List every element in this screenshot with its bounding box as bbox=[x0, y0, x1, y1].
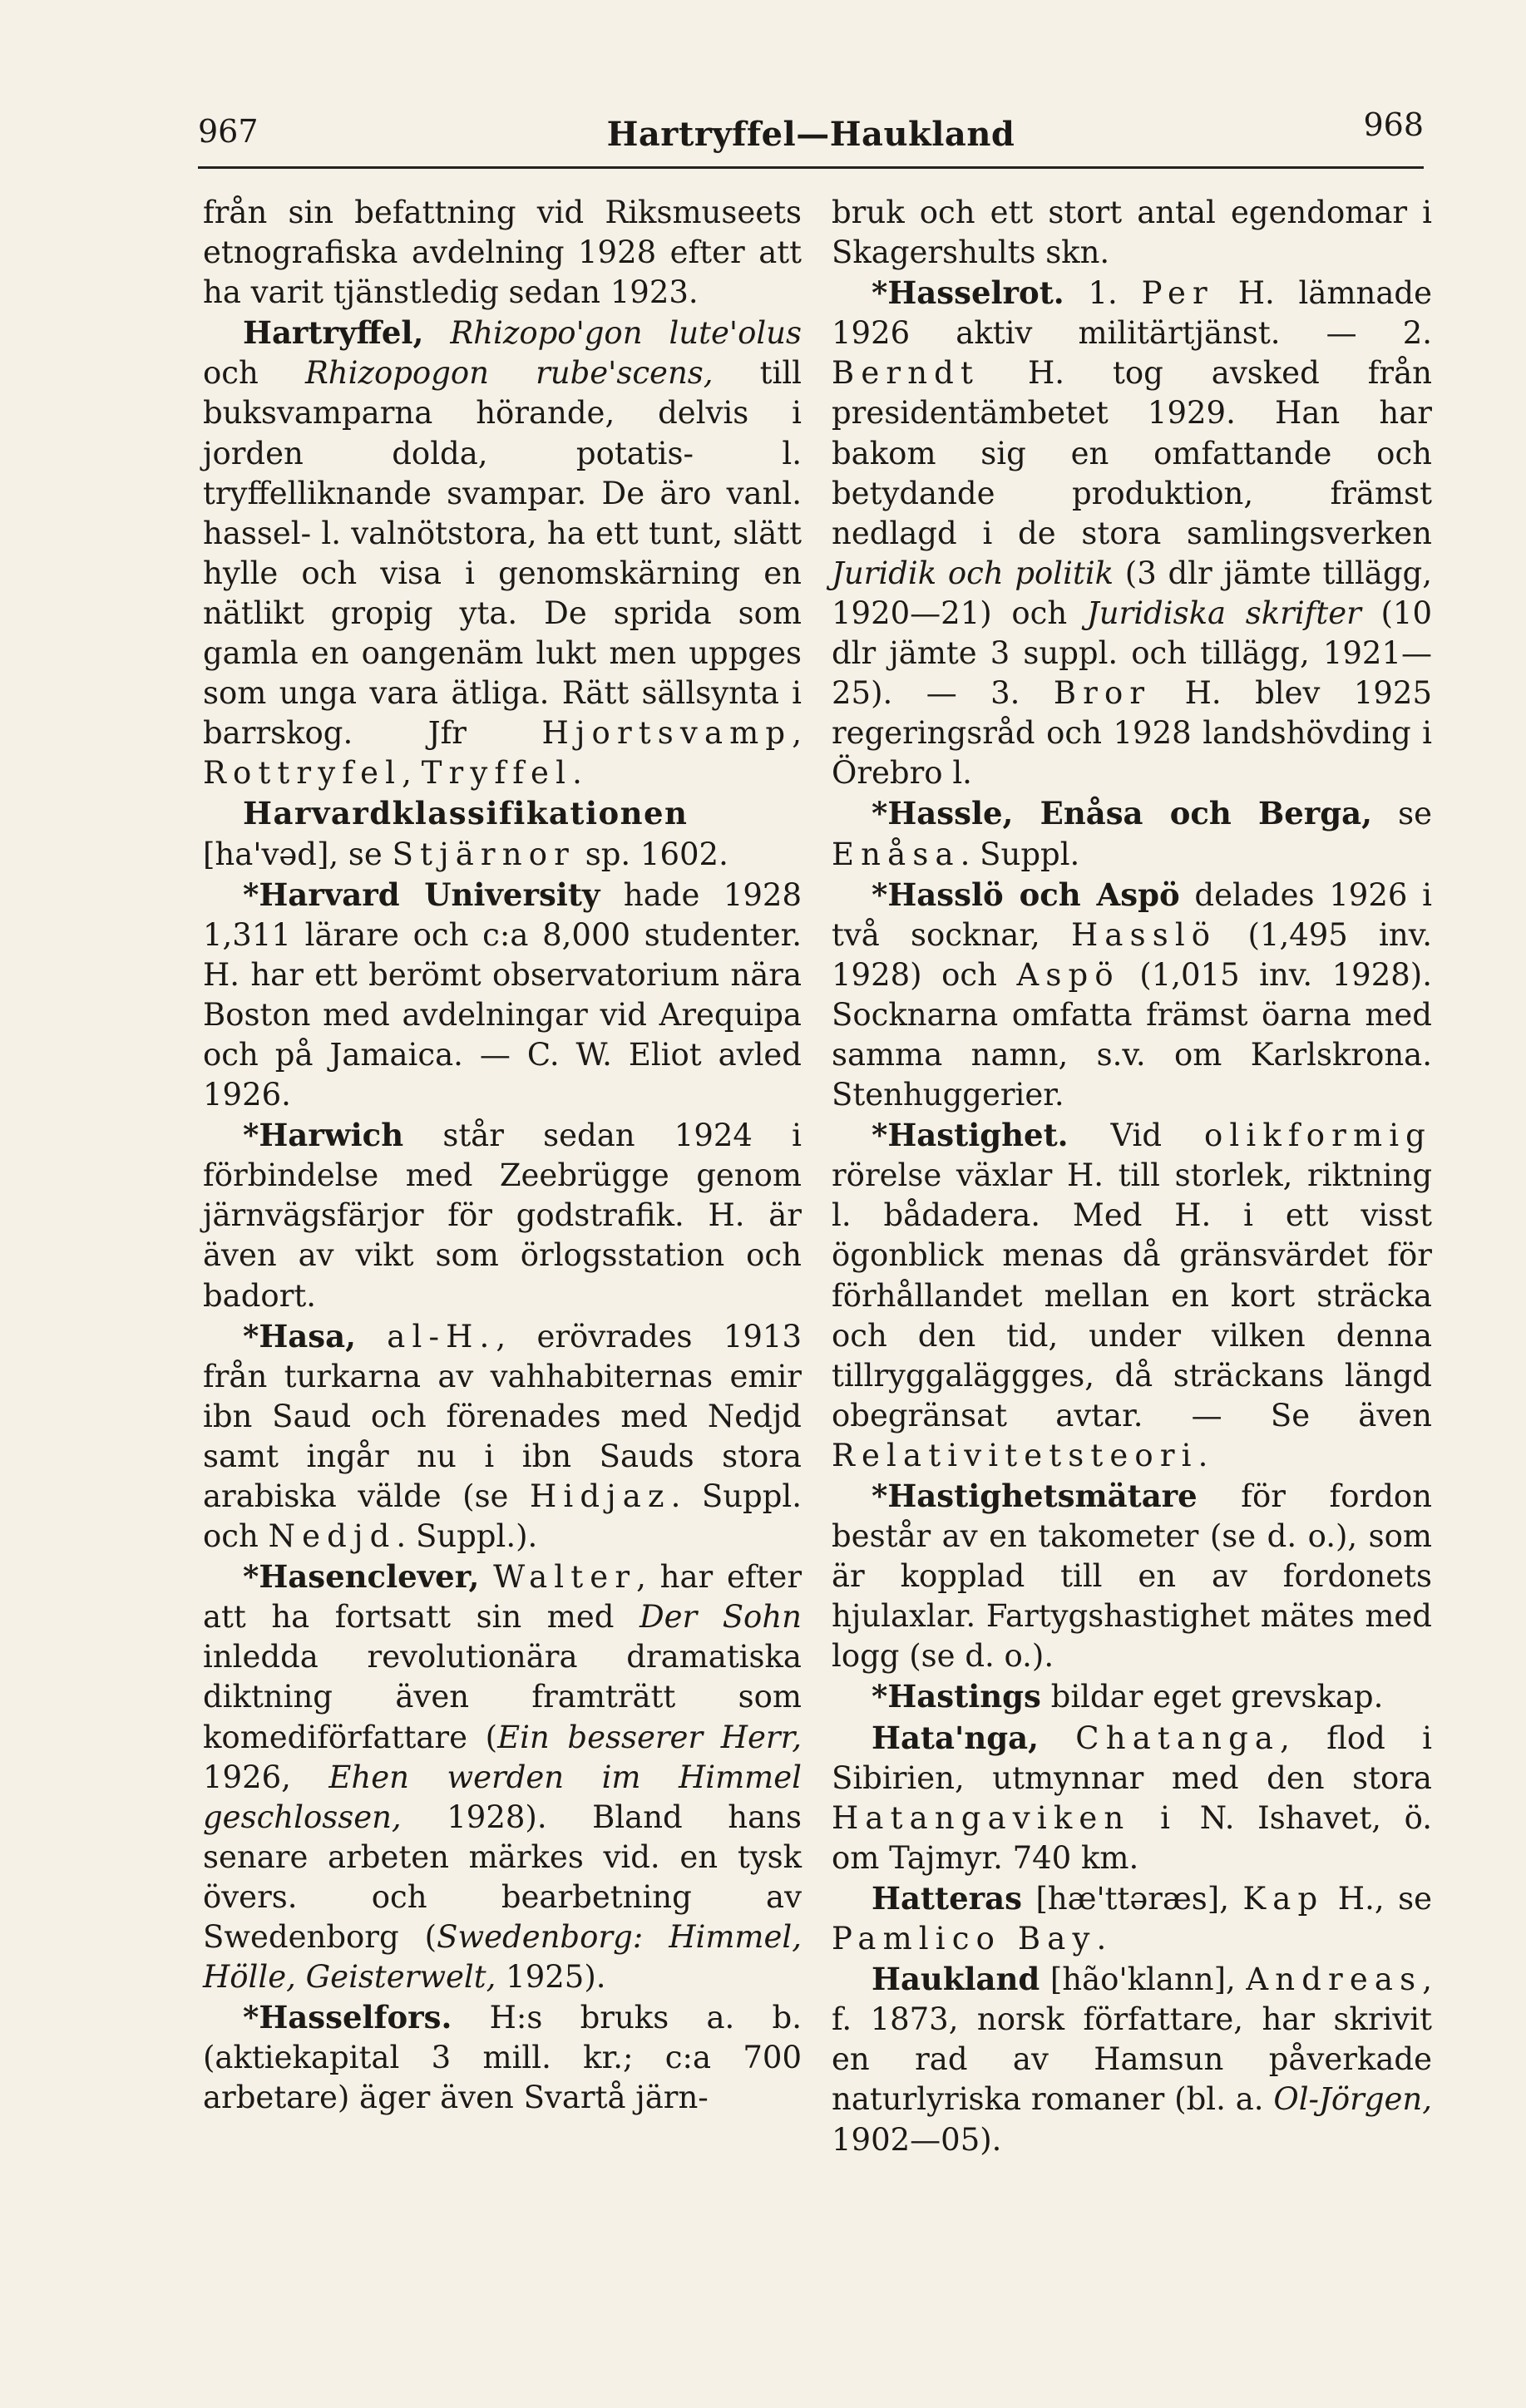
right-column bbox=[832, 193, 1432, 2160]
entry-hastighet: *Hastighet. Vid olikformig rörelse växlar H. till storlek, riktning l. bådadera. Med H. i ett visst ögonblick menas då gränsvärdet för förhållandet mellan en kort sträcka och den tid, under vilken denna tillryggaläggges, då sträckans längd obegränsat avtar. — Se även Relativitetsteori. bbox=[832, 1117, 1432, 1473]
headword: *Hastighet. bbox=[872, 1117, 1069, 1154]
headword: Harvardklassifikationen bbox=[243, 795, 689, 832]
headword: Hatteras bbox=[872, 1879, 1022, 1917]
headword: *Hasa, bbox=[243, 1317, 356, 1354]
headword: Haukland bbox=[872, 1961, 1040, 1998]
entry-harvard-university: *Harvard University hade 1928 1,311 lärare och c:a 8,000 studenter. H. har ett berömt observatorium nära Boston med avdelningar vid Arequipa och på Jamaica. — C. W. Eliot avled 1926. bbox=[203, 876, 802, 1113]
headword: *Hastings bbox=[872, 1678, 1041, 1715]
running-title: Hartryffel—Haukland bbox=[606, 115, 1015, 154]
page-header bbox=[198, 106, 1424, 165]
headword: Hata'nga, bbox=[872, 1719, 1039, 1756]
entry-hasslo-och-aspo: *Hasslö och Aspö delades 1926 i två socknar, Hasslö (1,495 inv. 1928) och Aspö (1,015 inv. 1928). Socknarna omfatta främst öarna med samma namn, s.v. om Karlskrona. Stenhuggerier. bbox=[832, 876, 1432, 1113]
headword: *Hasslö och Aspö bbox=[872, 876, 1180, 913]
entry-hastighetsmatare: *Hastighetsmätare för fordon består av en takometer (se d. o.), som är kopplad till en av fordonets hjulaxlar. Fartygshastighet mätes med logg (se d. o.). bbox=[832, 1478, 1432, 1675]
entry-haukland: Haukland [hão'klann], Andreas, f. 1873, norsk författare, har skrivit en rad av Hamsun påverkade naturlyriska romaner (bl. a. Ol-Jörgen, 1902—05). bbox=[832, 1961, 1432, 2158]
entry-harvardklassifikationen: Harvardklassifikationen [ha'vəd], se Stjärnor sp. 1602. bbox=[203, 795, 728, 872]
headword: *Hastighetsmätare bbox=[872, 1478, 1198, 1514]
headword: *Hasselfors. bbox=[243, 1999, 452, 2036]
entry-hatanga: Hata'nga, Chatanga, flod i Sibirien, utmynnar med den stora Hatangaviken i N. Ishavet, ö. om Tajmyr. 740 km. bbox=[832, 1719, 1432, 1876]
headword: *Hassle, Enåsa och Berga, bbox=[872, 795, 1373, 832]
entry-hastings: *Hastings bildar eget grevskap. bbox=[872, 1678, 1384, 1715]
headword: Hartryffel, bbox=[243, 314, 424, 352]
headword: *Hasselrot. bbox=[872, 274, 1064, 312]
entry-harwich: *Harwich står sedan 1924 i förbindelse med Zeebrügge genom järnvägsfärjor för godstrafik. H. är även av vikt som örlogsstation och badort. bbox=[203, 1117, 802, 1314]
headword: *Hasenclever, bbox=[243, 1558, 480, 1596]
left-column bbox=[203, 193, 802, 2119]
entry-hatteras: Hatteras [hæ'ttəræs], Kap H., se Pamlico Bay. bbox=[832, 1879, 1432, 1957]
entry-continuation: bruk och ett stort antal egendomar i Skagershults skn. bbox=[832, 195, 1432, 271]
entry-hasselfors: *Hasselfors. H:s bruks a. b. (aktiekapital 3 mill. kr.; c:a 700 arbetare) äger även Svartå järn- bbox=[203, 1999, 802, 2116]
entry-hasa: *Hasa, al-H., erövrades 1913 från turkarna av vahhabiternas emir ibn Saud och förenades med Nedjd samt ingår nu i ibn Sauds stora arabiska välde (se Hidjaz. Suppl. och Nedjd. Suppl.). bbox=[203, 1317, 803, 1555]
entry-continuation: från sin befattning vid Riksmuseets etnografiska avdelning 1928 efter att ha varit tjänstledig sedan 1923. bbox=[203, 195, 802, 311]
entry-hassle: *Hassle, Enåsa och Berga, se Enåsa. Suppl. bbox=[832, 795, 1432, 872]
header-rule bbox=[198, 166, 1424, 169]
left-page-number: 967 bbox=[198, 113, 259, 150]
entry-hasselrot: *Hasselrot. 1. Per H. lämnade 1926 aktiv militärtjänst. — 2. Berndt H. tog avsked från presidentämbetet 1929. Han har bakom sig en omfattande och betydande produktion, främst nedlagd i de stora samlingsverken Juridik och politik (3 dlr jämte tillägg, 1920—21) och Juridiska skrifter (10 dlr jämte 3 suppl. och tillägg, 1921—25). — 3. Bror H. blev 1925 regeringsråd och 1928 landshövding i Örebro l. bbox=[832, 274, 1433, 792]
entry-hartryffel: Hartryffel, Rhizopo'gon lute'olus och Rhizopogon rube'scens, till buksvamparna hörande, delvis i jorden dolda, potatis- l. tryffelliknande svampar. De äro vanl. hassel- l. valnötstora, ha ett tunt, slätt hylle och visa i genomskärning en nätlikt gropig yta. De sprida som gamla en oangenäm lukt men uppges som unga vara ätliga. Rätt sällsynta i barrskog. Jfr Hjortsvamp, Rottryfel, Tryffel. bbox=[203, 314, 802, 792]
right-page-number: 968 bbox=[1363, 106, 1424, 143]
headword: *Harvard University bbox=[243, 876, 600, 913]
headword: *Harwich bbox=[243, 1117, 404, 1154]
entry-hasenclever: *Hasenclever, Walter, har efter att ha fortsatt sin med Der Sohn inledda revolutionära dramatiska diktning även framträtt som komediförfattare (Ein besserer Herr, 1926, Ehen werden im Himmel geschlossen, 1928). Bland hans senare arbeten märkes vid. en tysk övers. och bearbetning av Swedenborg (Swedenborg: Himmel, Hölle, Geisterwelt, 1925). bbox=[203, 1558, 803, 1996]
